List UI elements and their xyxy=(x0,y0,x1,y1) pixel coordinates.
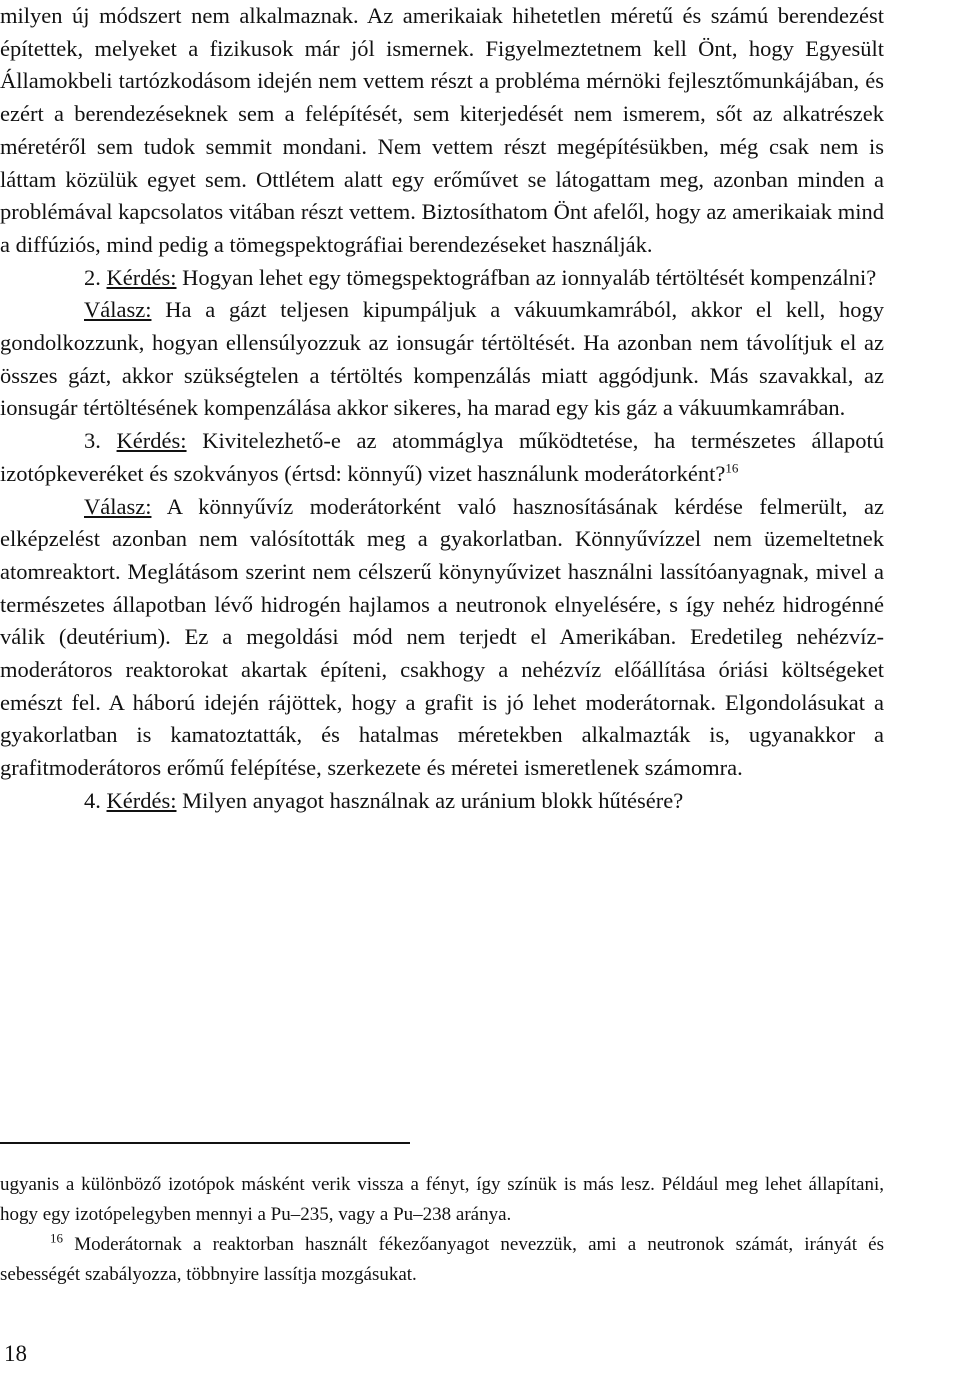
question-2 xyxy=(0,262,884,295)
answer-text: Ha a gázt teljesen kipumpáljuk a vákuumkamrából, akkor el kell, hogy gondolkozzunk, hogyan ellensúlyozzuk az ionsugár tértöltését. Ha azonban nem távolítjuk el az összes gázt, akkor szükségtelen a tértöltés kompenzálás miatt aggódjunk. Más szavakkal, az ionsugár tértöltésének kompenzálása akkor sikeres, ha marad egy kis gáz a vákuumkamrában. xyxy=(0,297,885,421)
footnote-number: 16 xyxy=(50,1230,63,1246)
page-number: 18 xyxy=(4,1341,27,1366)
question-label: Kérdés: xyxy=(106,787,177,813)
footnote-16 xyxy=(0,1230,884,1290)
question-label: Kérdés: xyxy=(106,264,177,290)
footnote-continuation: ugyanis a különböző izotópok másként verik vissza a fényt, így színük is más lesz. Például meg lehet állapítani, hogy egy izotópelegyben mennyi a Pu–235, vagy a Pu–238 aránya. xyxy=(0,1174,884,1225)
question-text: Hogyan lehet egy tömegspektográfban az ionnyaláb tértöltését kompenzálni? xyxy=(182,264,877,290)
footnote-reference: 16 xyxy=(725,460,739,476)
footnotes xyxy=(0,1170,884,1290)
answer-2 xyxy=(0,294,884,425)
answer-text: A könnyűvíz moderátorként való hasznosításának kérdése felmerült, az elképzelést azonban nem valósították meg a gyakorlatban. Könnyűvízzel nem üzemeltetnek atomreaktort. Meglátásom szerint nem célszerű könynyűvizet használni lassítóanyagnak, mivel a természetes állapotban lévő hidrogén hajlamos a neutronok elnyelésére, s így nehéz hidrogénné válik (deutérium). Ez a megoldási mód nem terjedt el Amerikában. Eredetileg nehézvíz-moderátoros reaktorokat akartak építeni, csakhogy a nehézvíz előállítása óriási költségeket emészt fel. A háború idején rájöttek, hogy a grafit is jó lehet moderátornak. Elgondolásukat a gyakorlatban is kamatoztatták, és hatalmas méretekben alkalmazták is, ugyanakkor a grafitmoderátoros erőmű felépítése, szerkezete és méretei ismeretlenek számomra. xyxy=(0,493,885,781)
footnote-divider xyxy=(0,1142,410,1144)
question-number: 4. xyxy=(84,787,101,813)
answer-label: Válasz: xyxy=(84,297,152,323)
question-text: Kivitelezhető-e az atommáglya működtetése, ha természetes állapotú izotópkeveréket és szokványos (értsd: könnyű) vizet használunk moderátorként? xyxy=(0,428,885,486)
footnote-text: Moderátornak a reaktorban használt fékezőanyagot nevezzük, ami a neutronok számát, irányát és sebességét szabályozza, többnyire lassítja mozgásukat. xyxy=(0,1234,885,1285)
question-number: 2. xyxy=(84,264,101,290)
question-label: Kérdés: xyxy=(116,428,187,454)
paragraph-intro: milyen új módszert nem alkalmaznak. Az amerikaiak hihetetlen méretű és számú berendezést építettek, melyeket a fizikusok már jól ismernek. Figyelmeztetnem kell Önt, hogy Egyesült Államokbeli tartózkodásom idején nem vettem részt a probléma mérnöki fejlesztőmunkájában, és ezért a berendezéseknek sem a felépítését, sem kiterjedését nem ismerem, sőt az alkatrészek méretéről sem tudok semmit mondani. Nem vettem részt megépítésükben, még csak nem is láttam közülük egyet sem. Ottlétem alatt egy erőművet se látogattam meg, azonban minden a problémával kapcsolatos vitában részt vettem. Biztosíthatom Önt afelől, hogy az amerikaiak mind a diffúziós, mind pedig a tömegspektográfiai berendezéseket használják. xyxy=(0,3,884,257)
answer-3 xyxy=(0,491,884,785)
question-text: Milyen anyagot használnak az uránium blokk hűtésére? xyxy=(182,787,684,813)
question-number: 3. xyxy=(84,428,101,454)
question-3 xyxy=(0,425,884,490)
answer-label: Válasz: xyxy=(84,493,152,519)
question-4 xyxy=(0,785,884,818)
